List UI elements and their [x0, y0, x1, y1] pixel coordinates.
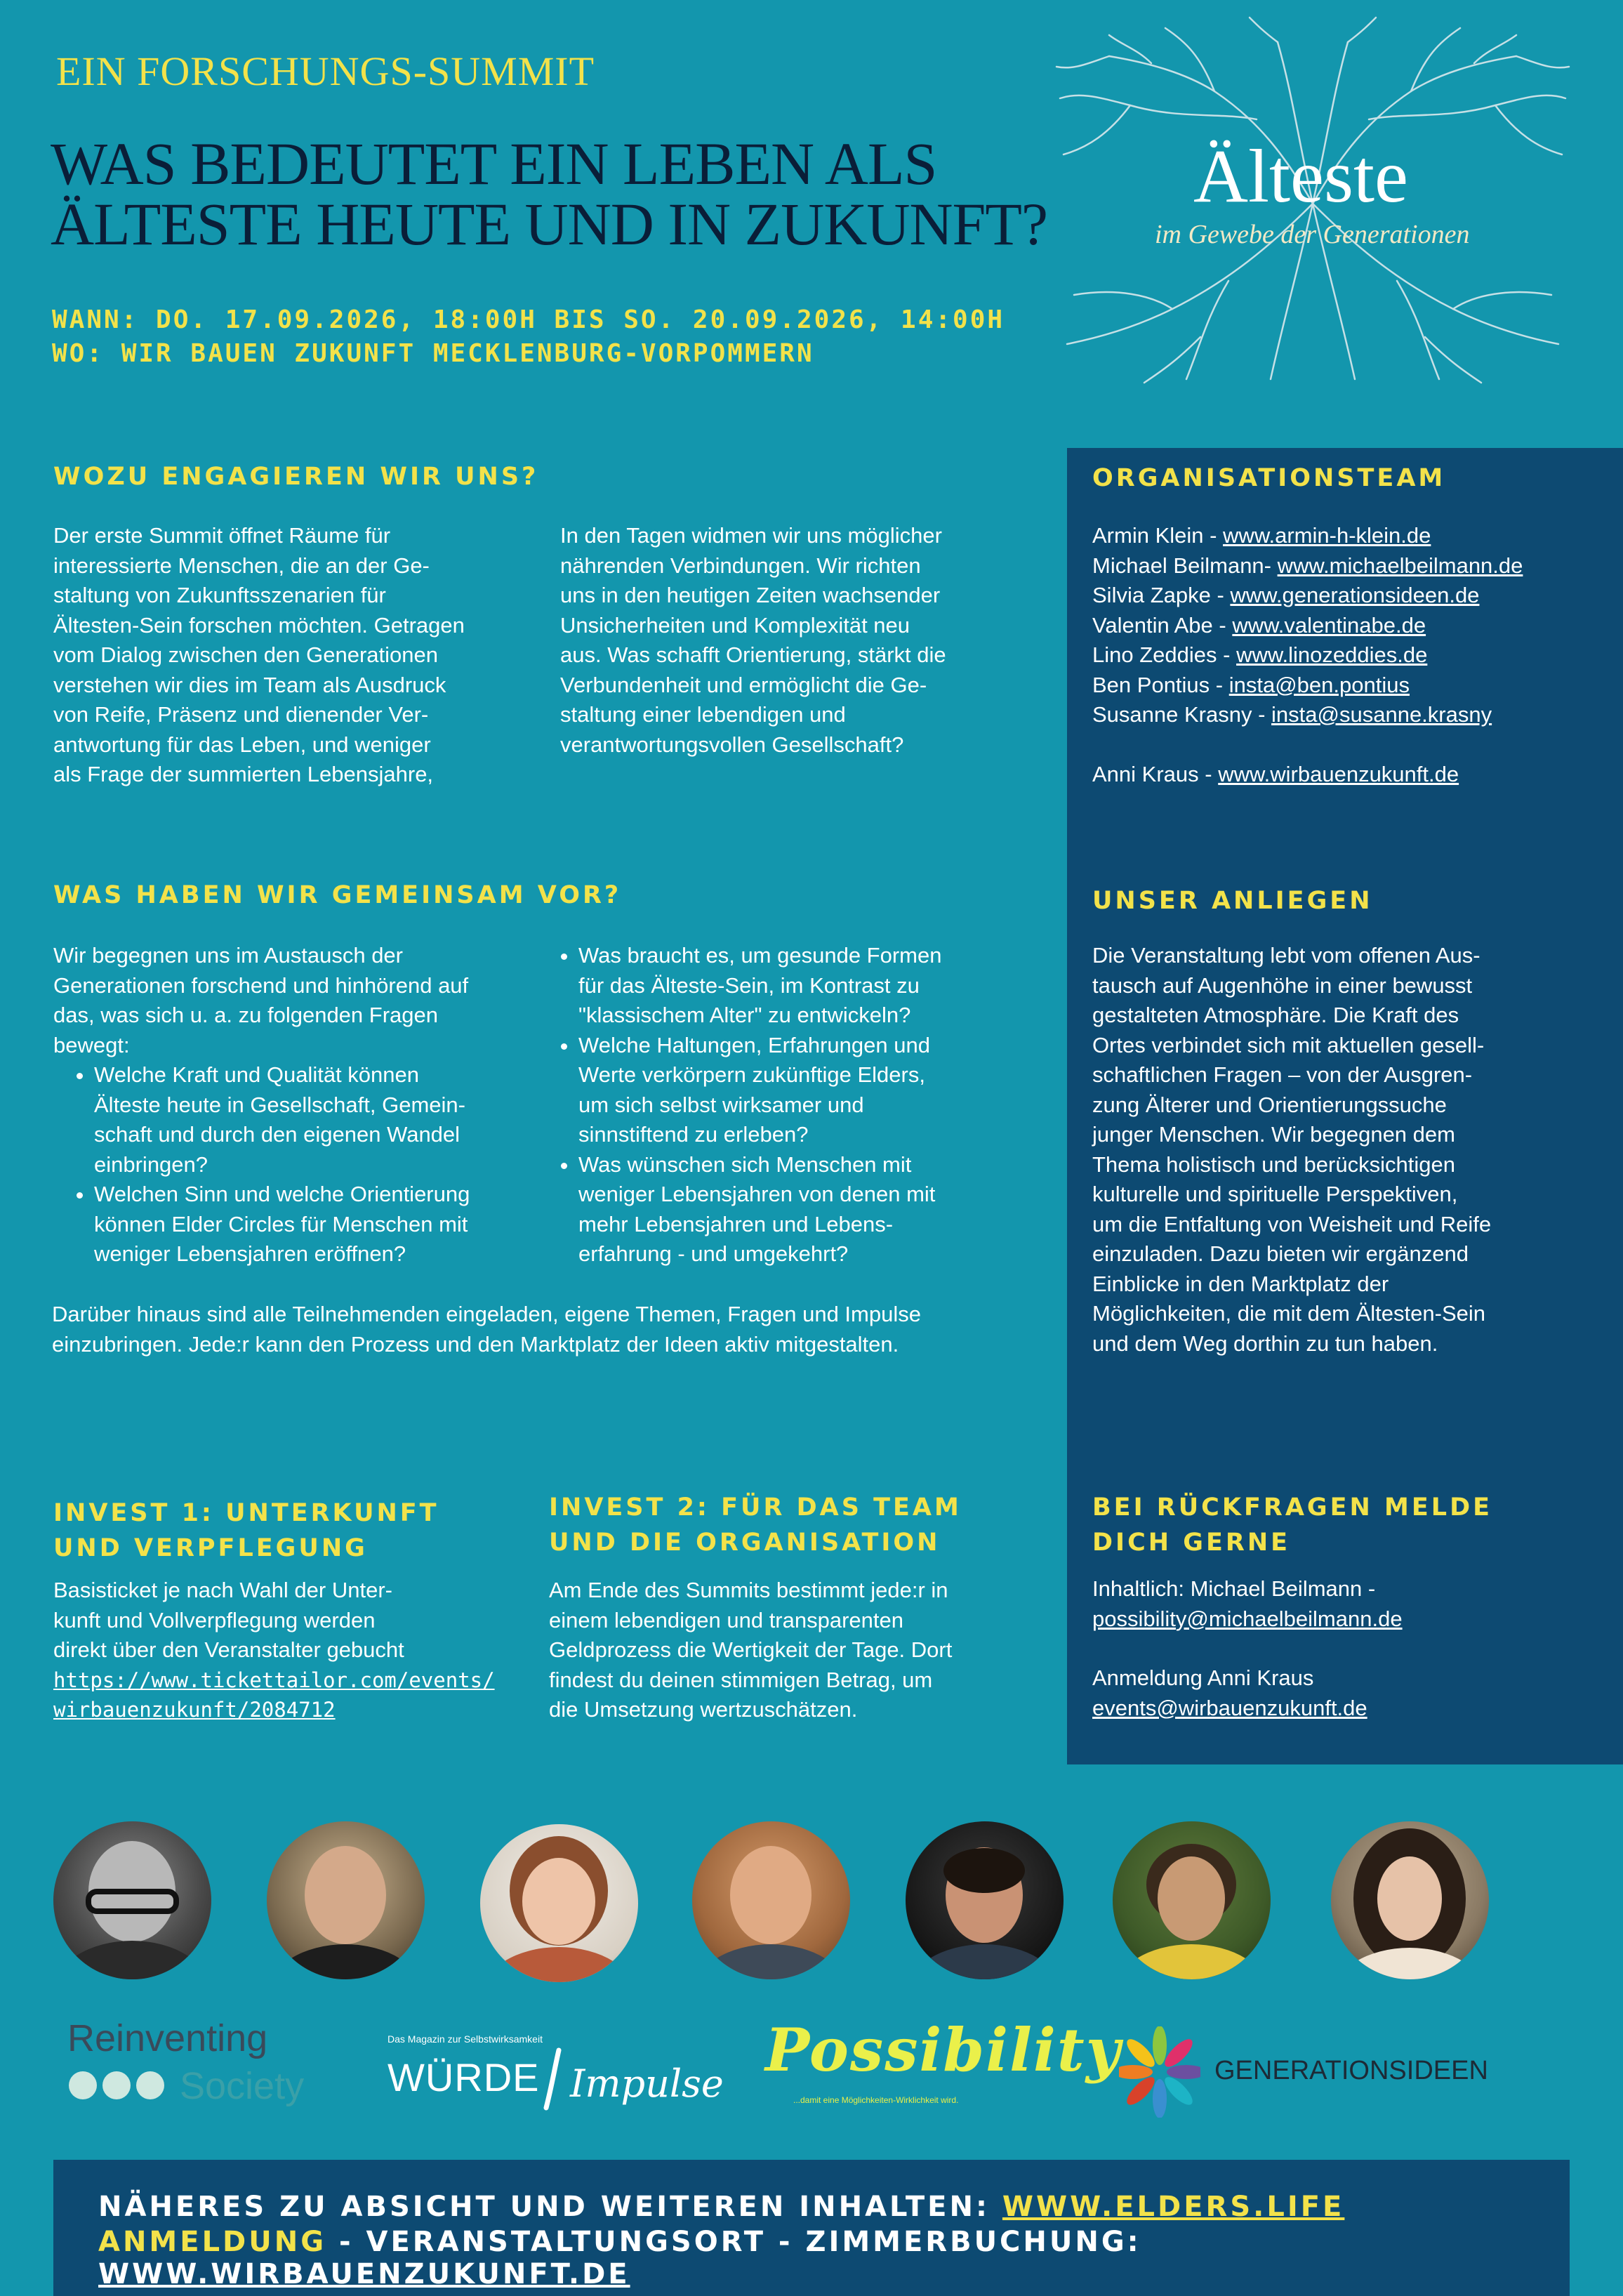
member-link[interactable]: www.armin-h-klein.de: [1223, 523, 1431, 548]
elders-life-link[interactable]: WWW.ELDERS.LIFE: [1002, 2191, 1345, 2223]
anliegen-heading: UNSER ANLIEGEN: [1092, 887, 1373, 915]
member-link[interactable]: www.valentinabe.de: [1232, 612, 1426, 638]
list-item: • Welche Haltungen, Erfahrungen und Werte verkörpern zukünftige Elders, um sich selbst wirksamer und sinnstiftend zu erleben?: [578, 1031, 1043, 1150]
member-link[interactable]: insta@susanne.krasny: [1271, 702, 1492, 727]
text-line: bewegt:: [53, 1032, 130, 1057]
kicker: EIN FORSCHUNGS-SUMMIT: [56, 48, 595, 94]
list-item: • Welche Kraft und Qualität können Älteste heute in Gesellschaft, Gemein- schaft und durch den eigenen Wandel einbringen?: [94, 1060, 545, 1180]
text-line: Der erste Summit öffnet Räume für: [53, 523, 391, 548]
wuerde-slash-icon: [539, 2047, 567, 2111]
text-line: Inhaltlich: Michael Beilmann -: [1092, 1576, 1376, 1601]
event-when: WANN: DO. 17.09.2026, 18:00H BIS SO. 20.09.2026, 14:00H: [52, 305, 1005, 334]
gemeinsam-col-2: [538, 941, 1043, 1269]
person-photo-icon: [480, 1824, 638, 1982]
text-line: aus. Was schafft Orientierung, stärkt die: [560, 642, 946, 667]
team-member: Armin Klein - www.armin-h-klein.de: [1092, 523, 1431, 548]
wozu-heading: WOZU ENGAGIEREN WIR UNS?: [53, 463, 539, 491]
wozu-col-1: [53, 521, 517, 790]
person-photo-icon: [906, 1821, 1064, 1979]
text-line: uns in den heutigen Zeiten wachsender: [560, 583, 941, 607]
team-heading: ORGANISATIONSTEAM: [1092, 464, 1446, 492]
text-line: Geldprozess die Wertigkeit der Tage. Dort: [549, 1637, 953, 1662]
list-item: • Was wünschen sich Menschen mit weniger Lebensjahren von denen mit mehr Lebensjahren und Lebens- erfahrung - und umgekehrt?: [578, 1150, 1043, 1269]
text-line: die Umsetzung wertzuschätzen.: [549, 1697, 858, 1722]
text-line: verstehen wir dies im Team als Ausdruck: [53, 672, 446, 697]
team-member: Lino Zeddies - www.linozeddies.de: [1092, 642, 1428, 667]
list-item: • Welchen Sinn und welche Orientierung können Elder Circles für Menschen mit weniger Lebensjahren eröffnen?: [94, 1180, 545, 1269]
registration-email-link[interactable]: events@wirbauenzukunft.de: [1092, 1695, 1367, 1720]
footer-line-2: ANMELDUNG - VERANSTALTUNGSORT - ZIMMERBUCHUNG: WWW.WIRBAUENZUKUNFT.DE: [98, 2226, 1141, 2290]
avatar: [1331, 1821, 1489, 1979]
wuerde-tagline: Das Magazin zur Selbstwirksamkeit: [387, 2033, 543, 2045]
invest2-heading: INVEST 2: FÜR DAS TEAM UND DIE ORGANISATION: [549, 1493, 962, 1557]
text-line: nährenden Verbindungen. Wir richten: [560, 553, 921, 578]
text-line: Unsicherheiten und Komplexität neu: [560, 612, 910, 638]
logo-subtitle: im Gewebe der Generationen: [1155, 220, 1470, 249]
invest1-heading: INVEST 1: UNTERKUNFT UND VERPFLEGUNG: [53, 1499, 439, 1562]
person-photo-icon: [1331, 1821, 1489, 1979]
anliegen-text: Die Veranstaltung lebt vom offenen Aus- tausch auf Augenhöhe in einer bewusst gestalteten Atmosphäre. Die Kraft des Ortes verbindet sich mit aktuellen gesell- schaftlichen Fragen – von der Ausgren- zung Älterer und Orientierungssuche junger Menschen. Wir begegnen dem Thema holistisch und berücksichtigen kulturelle und spirituelle Perspektiven, um die Entfaltung von Weisheit und Reife einzuladen. Dazu bieten wir ergänzend Einblicke in den Marktplatz der Möglichkeiten, die mit dem Ältesten-Sein und dem Weg dorthin zu tun haben.: [1092, 943, 1492, 1356]
text-line: findest du deinen stimmigen Betrag, um: [549, 1667, 933, 1692]
team-member: Michael Beilmann- www.michaelbeilmann.de: [1092, 553, 1523, 578]
person-photo-icon: [692, 1821, 850, 1979]
possibility-logo: Possibility: [765, 2015, 1122, 2085]
avatar: [480, 1824, 638, 1982]
title-line-1: WAS BEDEUTET EIN LEBEN ALS: [51, 130, 937, 197]
text-line: einzubringen. Jede:r kann den Prozess und den Marktplatz der Ideen aktiv mitgestalten.: [52, 1331, 899, 1357]
avatar: [692, 1821, 850, 1979]
generationsideen-logo: GENERATIONSIDEEN: [1214, 2056, 1488, 2085]
text-line: als Frage der summierten Lebensjahre,: [53, 762, 434, 786]
team-member: Ben Pontius - insta@ben.pontius: [1092, 672, 1410, 697]
team-list: [1092, 521, 1523, 789]
list-item: • Was braucht es, um gesunde Formen für das Älteste-Sein, im Kontrast zu "klassischem Alter" zu entwickeln?: [578, 941, 1043, 1031]
text-line: Basisticket je nach Wahl der Unter-: [53, 1578, 392, 1602]
text-line: interessierte Menschen, die an der Ge-: [53, 553, 430, 578]
member-link[interactable]: insta@ben.pontius: [1228, 672, 1410, 697]
text-line: Wir begegnen uns im Austausch der: [53, 943, 403, 968]
event-meta: [52, 303, 1005, 371]
kontakt-heading: BEI RÜCKFRAGEN MELDE DICH GERNE: [1092, 1493, 1493, 1557]
team-member: Susanne Krasny - insta@susanne.krasny: [1092, 702, 1492, 727]
avatar: [267, 1821, 425, 1979]
logo-title: Älteste: [1193, 135, 1408, 218]
wirbauenzukunft-link[interactable]: WWW.WIRBAUENZUKUNFT.DE: [98, 2258, 630, 2290]
person-photo-icon: [267, 1821, 425, 1979]
text-line: Anmeldung Anni Kraus: [1092, 1665, 1314, 1690]
circles-icon: [67, 2069, 166, 2104]
member-link[interactable]: www.generationsideen.de: [1230, 583, 1480, 607]
reinventing-society-logo-2: Society: [67, 2064, 334, 2106]
ticket-link[interactable]: https://www.tickettailor.com/events/ wirbauenzukunft/2084712: [53, 1668, 495, 1722]
text-line: staltung einer lebendigen und: [560, 702, 846, 727]
generationsideen-flower-icon: [1119, 2026, 1200, 2118]
text-line: von Reife, Präsenz und dienender Ver-: [53, 702, 429, 727]
text-line: vom Dialog zwischen den Generationen: [53, 642, 438, 667]
possibility-tagline: ...damit eine Möglichkeiten-Wirklichkeit wird.: [793, 2095, 959, 2105]
wuerde-logo: WÜRDE: [387, 2055, 540, 2099]
question-list-left: [53, 1060, 545, 1269]
text-line: antwortung für das Leben, und weniger: [53, 732, 431, 757]
gemeinsam-heading: WAS HABEN WIR GEMEINSAM VOR?: [53, 881, 622, 909]
page-title: [51, 130, 1048, 258]
kontakt-text: [1092, 1574, 1605, 1723]
team-member: Valentin Abe - www.valentinabe.de: [1092, 612, 1426, 638]
wozu-col-2: [560, 521, 1038, 760]
text-line: Generationen forschend und hinhörend auf: [53, 972, 469, 998]
person-photo-icon: [53, 1821, 211, 1979]
team-member: Silvia Zapke - www.generationsideen.de: [1092, 583, 1480, 607]
text-line: einem lebendigen und transparenten: [549, 1607, 903, 1632]
gemeinsam-col-1: [53, 941, 545, 1269]
member-link[interactable]: www.michaelbeilmann.de: [1277, 553, 1523, 578]
contact-email-link[interactable]: possibility@michaelbeilmann.de: [1092, 1606, 1403, 1631]
text-line: staltung von Zukunftsszenarien für: [53, 583, 386, 607]
gemeinsam-outro: [52, 1300, 1049, 1359]
team-member: Anni Kraus - www.wirbauenzukunft.de: [1092, 761, 1459, 786]
text-line: In den Tagen widmen wir uns möglicher: [560, 523, 942, 548]
person-photo-icon: [1113, 1821, 1271, 1979]
event-where: WO: WIR BAUEN ZUKUNFT MECKLENBURG-VORPOMMERN: [52, 339, 814, 368]
question-list-right: [538, 941, 1043, 1269]
invest1-text: [53, 1576, 517, 1725]
avatar: [906, 1821, 1064, 1979]
invest2-text: [549, 1576, 1040, 1725]
text-line: Darüber hinaus sind alle Teilnehmenden eingeladen, eigene Themen, Fragen und Impulse: [52, 1302, 921, 1326]
text-line: Ältesten-Sein forschen möchten. Getragen: [53, 612, 465, 638]
text-line: Am Ende des Summits bestimmt jede:r in: [549, 1578, 948, 1602]
avatar: [1113, 1821, 1271, 1979]
text-line: Verbundenheit und ermöglicht die Ge-: [560, 672, 927, 697]
text-line: das, was sich u. a. zu folgenden Fragen: [53, 1003, 438, 1027]
text-line: direkt über den Veranstalter gebucht: [53, 1637, 404, 1662]
reinventing-society-logo-1: Reinventing: [67, 2017, 268, 2059]
text-line: verantwortungsvollen Gesellschaft?: [560, 732, 904, 757]
footer-line-1: NÄHERES ZU ABSICHT UND WEITEREN INHALTEN: WWW.ELDERS.LIFE: [98, 2191, 1345, 2223]
text-line: kunft und Vollverpflegung werden: [53, 1607, 376, 1632]
member-link[interactable]: www.wirbauenzukunft.de: [1218, 761, 1459, 786]
wuerde-script: Impulse: [570, 2061, 724, 2106]
title-line-2: ÄLTESTE HEUTE UND IN ZUKUNFT?: [51, 190, 1048, 258]
avatar: [53, 1821, 211, 1979]
member-link[interactable]: www.linozeddies.de: [1236, 642, 1428, 667]
